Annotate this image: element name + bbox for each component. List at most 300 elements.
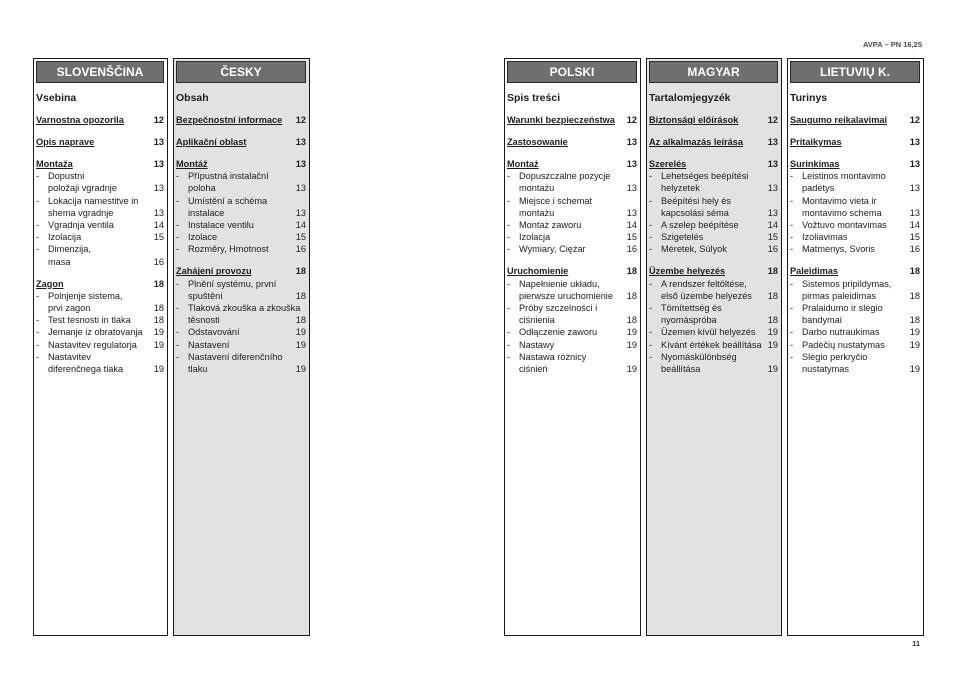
language-label: LIETUVIŲ K.	[819, 65, 890, 79]
toc-subentry	[176, 278, 306, 302]
toc-subentry	[790, 326, 920, 338]
toc-entry	[36, 158, 164, 170]
toc-subentry-line: Vgradnja ventila	[48, 220, 114, 231]
language-header	[649, 61, 778, 83]
toc-subentry-page: 13	[909, 207, 920, 218]
toc-subentry-line: Montaż zaworu	[519, 220, 582, 231]
toc-subentry	[507, 231, 637, 243]
bullet-dash: -	[790, 195, 794, 206]
toc-subentry	[36, 314, 164, 326]
toc-subentry	[507, 326, 637, 338]
toc-entry-page: 18	[626, 266, 637, 277]
toc-subentry-line: Izolace	[188, 232, 218, 243]
toc-entry-page: 13	[626, 137, 637, 147]
toc-subentry-text	[802, 231, 906, 243]
toc-subentry-text	[188, 326, 292, 338]
bullet-dash: -	[649, 303, 653, 314]
toc-subentry-page: 19	[767, 339, 778, 350]
toc-subentry	[507, 170, 637, 194]
toc-subentry-text	[802, 170, 906, 194]
toc-title: Obsah	[176, 92, 209, 104]
toc-subentry-line: Matmenys, Svoris	[802, 244, 876, 255]
toc-subentry-line: Test tesnosti in tlaka	[48, 315, 131, 326]
bullet-dash: -	[507, 220, 511, 231]
toc-subentry-page: 16	[767, 244, 778, 255]
bullet-dash: -	[507, 303, 511, 314]
toc-entry-page: 13	[295, 137, 306, 147]
toc-entry-title: Üzembe helyezés	[649, 266, 726, 277]
toc-subentry-line: Méretek, Súlyok	[661, 244, 727, 255]
toc-entry-page: 13	[153, 137, 164, 147]
toc-section	[649, 158, 778, 256]
toc-subentry-line: nyomáspróba	[661, 315, 717, 326]
toc-subentry-page: 13	[909, 183, 920, 194]
bullet-dash: -	[649, 339, 653, 350]
bullet-dash: -	[507, 232, 511, 243]
toc-column-magyar	[646, 58, 782, 636]
toc-entry-page: 13	[909, 137, 920, 147]
toc-subentry-line: pirmas paleidimas	[802, 290, 877, 301]
toc-entry	[649, 265, 778, 277]
toc-subentry	[790, 243, 920, 255]
toc-subentry-text	[661, 302, 764, 326]
toc-subentry-line: montażu	[519, 207, 555, 218]
toc-subentry-page: 19	[909, 364, 920, 375]
toc-subentry-page: 18	[295, 290, 306, 301]
toc-title: Tartalomjegyzék	[649, 92, 731, 104]
toc-section	[790, 265, 920, 375]
toc-subentry-line: Odstavování	[188, 327, 240, 338]
toc-subentry-line: masa	[48, 256, 71, 267]
toc-subentry-text	[48, 326, 150, 338]
toc-subentry-page: 13	[767, 207, 778, 218]
bullet-dash: -	[649, 244, 653, 255]
bullet-dash: -	[36, 351, 40, 362]
toc-subentry-page: 19	[153, 327, 164, 338]
toc-subentry-line: Polnjenje sistema,	[48, 290, 123, 301]
bullet-dash: -	[176, 327, 180, 338]
toc-section	[507, 265, 637, 375]
toc-subentry-line: Jemanje iz obratovanja	[48, 327, 143, 338]
toc-subentry-page: 14	[153, 220, 164, 231]
bullet-dash: -	[176, 303, 180, 314]
toc-subentry-line: Izolacija	[48, 232, 82, 243]
toc-subentry	[790, 195, 920, 219]
toc-entry-title: Pritaikymas	[790, 137, 842, 147]
toc-subentry-line: kapcsolási séma	[661, 207, 729, 218]
toc-section	[36, 114, 164, 126]
toc-subentry-page: 13	[153, 207, 164, 218]
toc-subentry-text	[519, 195, 623, 219]
toc-subentry-page: 19	[626, 327, 637, 338]
toc-section	[649, 265, 778, 375]
toc-subentry-page: 14	[295, 220, 306, 231]
toc-subentry-text	[519, 302, 623, 326]
language-header	[507, 61, 637, 83]
toc-subentry-text	[48, 339, 150, 351]
toc-section	[790, 114, 920, 126]
toc-subentry-text	[188, 278, 292, 302]
toc-section	[649, 136, 778, 148]
toc-subentry-text	[188, 243, 292, 255]
page-number: 11	[912, 639, 920, 648]
bullet-dash: -	[176, 244, 180, 255]
toc-entry	[176, 136, 306, 148]
toc-subentry-page: 16	[153, 256, 164, 267]
toc-subentry-page: 18	[767, 290, 778, 301]
bullet-dash: -	[176, 195, 180, 206]
document-code: AVPA – PN 16,25	[862, 40, 922, 49]
toc-section	[36, 158, 164, 268]
toc-entry-title: Opis naprave	[36, 137, 95, 147]
toc-subentry	[36, 290, 164, 314]
bullet-dash: -	[36, 327, 40, 338]
toc-subentry-text	[661, 243, 764, 255]
toc-subentry-line: Plnění systému, první	[188, 278, 277, 289]
toc-subentry-text	[48, 290, 150, 314]
toc-subentry-line: nustatymas	[802, 364, 849, 375]
toc-subentry-page: 18	[909, 290, 920, 301]
toc-subentry	[36, 351, 164, 375]
toc-subentry-line: A rendszer feltöltése,	[661, 278, 747, 289]
toc-subentry	[790, 231, 920, 243]
bullet-dash: -	[36, 171, 40, 182]
toc-subentry-page: 14	[626, 220, 637, 231]
toc-subentry-page: 15	[295, 232, 306, 243]
toc-entry	[36, 136, 164, 148]
toc-entry-title: Uruchomienie	[507, 266, 569, 277]
toc-subentry-line: Izoliavimas	[802, 232, 848, 243]
toc-subentry-page: 19	[909, 339, 920, 350]
toc-subentry-text	[188, 170, 292, 194]
toc-subentry-text	[519, 231, 623, 243]
toc-section	[176, 265, 306, 375]
bullet-dash: -	[507, 278, 511, 289]
toc-entry-title: Aplikační oblast	[176, 137, 247, 147]
toc-subentry	[649, 326, 778, 338]
toc-subentry	[507, 243, 637, 255]
bullet-dash: -	[176, 232, 180, 243]
bullet-dash: -	[36, 290, 40, 301]
bullet-dash: -	[649, 351, 653, 362]
toc-subentry-page: 15	[767, 232, 778, 243]
toc-subentry-line: poloha	[188, 183, 216, 194]
toc-subentry	[649, 278, 778, 302]
toc-subentry	[507, 278, 637, 302]
toc-subentry-page: 18	[153, 315, 164, 326]
toc-section	[649, 114, 778, 126]
toc-subentry-text	[48, 314, 150, 326]
toc-subentry-line: első üzembe helyezés	[661, 290, 752, 301]
toc-entry	[507, 136, 637, 148]
toc-subentry-line: položaji vgradnje	[48, 183, 117, 194]
toc-subentry-text	[661, 326, 764, 338]
toc-subentry	[176, 243, 306, 255]
toc-entry-title: Az alkalmazás leírása	[649, 137, 743, 147]
toc-entry-page: 13	[767, 159, 778, 169]
toc-subentry-page: 16	[626, 244, 637, 255]
toc-entry	[507, 158, 637, 170]
toc-entry-title: Saugumo reikalavimai	[790, 115, 888, 125]
bullet-dash: -	[507, 171, 511, 182]
toc-entry-title: Szerelés	[649, 159, 687, 169]
toc-subentry-page: 19	[153, 364, 164, 375]
toc-subentry	[649, 243, 778, 255]
toc-entry	[649, 136, 778, 148]
toc-subentry-line: Vožtuvo montavimas	[802, 220, 887, 231]
toc-subentry	[790, 339, 920, 351]
toc-subentry-text	[802, 278, 906, 302]
toc-subentry-page: 19	[767, 364, 778, 375]
toc-subentry-line: Slėgio perkryčio	[802, 351, 868, 362]
toc-subentry-page: 18	[626, 315, 637, 326]
toc-entry-page: 12	[767, 115, 778, 125]
toc-entry-title: Montáž	[176, 159, 208, 169]
toc-subentry-line: Izolacja	[519, 232, 551, 243]
toc-subentry-page: 19	[295, 327, 306, 338]
bullet-dash: -	[176, 351, 180, 362]
bullet-dash: -	[176, 171, 180, 182]
toc-subentry	[507, 339, 637, 351]
bullet-dash: -	[36, 232, 40, 243]
toc-subentry	[507, 351, 637, 375]
bullet-dash: -	[649, 232, 653, 243]
toc-entry-page: 18	[153, 278, 164, 289]
toc-subentry-line: helyzetek	[661, 183, 700, 194]
toc-entry	[790, 136, 920, 148]
toc-subentry-page: 14	[767, 220, 778, 231]
toc-entry-title: Paleidimas	[790, 266, 839, 277]
toc-subentry-line: instalace	[188, 207, 225, 218]
toc-subentry-text	[802, 302, 906, 326]
bullet-dash: -	[649, 278, 653, 289]
bullet-dash: -	[649, 327, 653, 338]
bullet-dash: -	[790, 220, 794, 231]
toc-subentry	[790, 351, 920, 375]
toc-subentry-text	[802, 339, 906, 351]
toc-subentry-line: Sistemos pripildymas,	[802, 278, 892, 289]
toc-section	[790, 158, 920, 256]
toc-entry-page: 12	[295, 115, 306, 125]
bullet-dash: -	[790, 339, 794, 350]
toc-subentry	[790, 170, 920, 194]
toc-subentry-page: 18	[767, 315, 778, 326]
toc-subentry	[176, 195, 306, 219]
toc-section	[36, 278, 164, 376]
toc-entry-title: Zastosowanie	[507, 137, 568, 147]
toc-subentry-page: 13	[295, 183, 306, 194]
toc-entry	[176, 265, 306, 277]
toc-subentry-line: Leistinos montavimo	[802, 171, 886, 182]
toc-section	[176, 136, 306, 148]
toc-section	[176, 158, 306, 256]
toc-subentry-page: 19	[626, 339, 637, 350]
toc-entry	[176, 158, 306, 170]
toc-subentry-text	[188, 351, 292, 375]
toc-subentry	[36, 195, 164, 219]
toc-entry-title: Surinkimas	[790, 159, 840, 169]
toc-subentry-text	[519, 219, 623, 231]
toc-subentry	[176, 339, 306, 351]
toc-section	[36, 136, 164, 148]
bullet-dash: -	[176, 339, 180, 350]
toc-subentry-text	[661, 351, 764, 375]
toc-subentry-text	[48, 195, 150, 219]
toc-section	[507, 114, 637, 126]
toc-subentry-text	[188, 219, 292, 231]
toc-subentry-line: shema vgradnje	[48, 207, 114, 218]
toc-subentry-line: pierwsze uruchomienie	[519, 290, 613, 301]
toc-column-slovenscina	[33, 58, 168, 636]
toc-subentry-page: 19	[295, 339, 306, 350]
toc-subentry-line: Instalace ventilu	[188, 220, 254, 231]
toc-entry-title: Bezpečnostní informace	[176, 115, 283, 125]
language-label: MAGYAR	[687, 65, 740, 79]
toc-section	[176, 114, 306, 126]
toc-subentry-line: Odłączenie zaworu	[519, 327, 598, 338]
toc-subentry-page: 13	[767, 183, 778, 194]
toc-entry	[790, 158, 920, 170]
toc-subentry-page: 13	[295, 207, 306, 218]
toc-subentry-page: 13	[626, 183, 637, 194]
toc-subentry-text	[661, 195, 764, 219]
toc-subentry-line: Umístění a schéma	[188, 195, 268, 206]
toc-subentry	[790, 219, 920, 231]
toc-subentry-page: 18	[909, 315, 920, 326]
toc-subentry-line: Üzemen kívül helyezés	[661, 327, 756, 338]
toc-subentry-line: Nastavení	[188, 339, 230, 350]
toc-subentry-line: montażu	[519, 183, 555, 194]
toc-subentry-line: Próby szczelności i	[519, 303, 598, 314]
toc-subentry	[507, 195, 637, 219]
bullet-dash: -	[176, 278, 180, 289]
toc-subentry	[649, 351, 778, 375]
toc-subentry-text	[661, 339, 764, 351]
toc-subentry	[507, 302, 637, 326]
bullet-dash: -	[507, 351, 511, 362]
toc-entry-title: Montaža	[36, 159, 73, 169]
toc-subentry-line: Beépítési hely és	[661, 195, 731, 206]
toc-subentry-text	[188, 339, 292, 351]
toc-subentry-line: Darbo nutraukimas	[802, 327, 880, 338]
toc-subentry-line: beállítása	[661, 364, 701, 375]
toc-subentry-text	[188, 195, 292, 219]
toc-entry-page: 13	[909, 159, 920, 169]
toc-entry	[790, 265, 920, 277]
toc-subentry-line: A szelep beépítése	[661, 220, 739, 231]
toc-entry-title: Zagon	[36, 278, 64, 289]
toc-subentry-text	[802, 243, 906, 255]
toc-subentry	[36, 339, 164, 351]
bullet-dash: -	[36, 339, 40, 350]
toc-subentry-line: Nastavitev	[48, 351, 91, 362]
toc-entry-page: 13	[767, 137, 778, 147]
toc-entry-page: 18	[909, 266, 920, 277]
toc-subentry-text	[519, 351, 623, 375]
toc-subentry-line: Wymiary, Ciężar	[519, 244, 586, 255]
bullet-dash: -	[507, 327, 511, 338]
language-header	[790, 61, 920, 83]
toc-entry-title: Warunki bezpieczeństwa	[507, 115, 615, 125]
toc-subentry-text	[519, 243, 623, 255]
toc-column-polski	[504, 58, 641, 636]
toc-subentry-page: 13	[626, 207, 637, 218]
language-header	[36, 61, 164, 83]
toc-subentry-line: Pralaidumo ir slėgio	[802, 303, 883, 314]
toc-subentry-page: 19	[153, 339, 164, 350]
toc-subentry-text	[519, 170, 623, 194]
toc-subentry-text	[802, 351, 906, 375]
toc-section	[790, 136, 920, 148]
toc-subentry-line: Miejsce i schemat	[519, 195, 593, 206]
toc-subentry-text	[519, 278, 623, 302]
toc-subentry-text	[802, 326, 906, 338]
toc-entry-page: 13	[295, 159, 306, 169]
toc-subentry	[649, 219, 778, 231]
toc-subentry-line: montavimo schema	[802, 207, 882, 218]
toc-subentry-page: 19	[626, 364, 637, 375]
toc-subentry	[507, 219, 637, 231]
toc-subentry-text	[48, 231, 150, 243]
toc-subentry-line: bandymai	[802, 315, 842, 326]
bullet-dash: -	[36, 315, 40, 326]
toc-subentry	[176, 231, 306, 243]
bullet-dash: -	[507, 195, 511, 206]
bullet-dash: -	[36, 244, 40, 255]
toc-entry-title: Zahájení provozu	[176, 266, 252, 277]
toc-subentry	[176, 170, 306, 194]
toc-subentry-line: Dimenzija,	[48, 244, 91, 255]
toc-subentry	[36, 231, 164, 243]
toc-entry	[790, 114, 920, 126]
bullet-dash: -	[790, 327, 794, 338]
toc-subentry-line: Rozměry, Hmotnost	[188, 244, 269, 255]
toc-subentry-line: ciśnienia	[519, 315, 555, 326]
toc-entry-title: Montaż	[507, 159, 539, 169]
toc-subentry	[176, 219, 306, 231]
toc-column-lietuviu-k	[787, 58, 924, 636]
toc-subentry-page: 16	[295, 244, 306, 255]
toc-subentry-text	[802, 219, 906, 231]
toc-title: Turinys	[790, 92, 828, 104]
toc-subentry-line: diferenčnega tlaka	[48, 364, 124, 375]
toc-subentry	[36, 326, 164, 338]
toc-subentry-page: 15	[626, 232, 637, 243]
bullet-dash: -	[790, 232, 794, 243]
toc-subentry-line: Dopustni	[48, 171, 85, 182]
toc-column-cesky	[173, 58, 310, 636]
toc-subentry-text	[661, 170, 764, 194]
toc-subentry-text	[661, 219, 764, 231]
toc-entry-page: 13	[153, 159, 164, 169]
bullet-dash: -	[36, 195, 40, 206]
toc-subentry-page: 15	[153, 232, 164, 243]
toc-subentry-page: 19	[767, 327, 778, 338]
toc-subentry-line: Montavimo vieta ir	[802, 195, 877, 206]
toc-subentry	[649, 170, 778, 194]
toc-subentry-line: Nastawa różnicy	[519, 351, 587, 362]
toc-entry	[36, 278, 164, 290]
toc-entry	[507, 265, 637, 277]
toc-subentry-page: 15	[909, 232, 920, 243]
toc-subentry-line: Nastavitev regulatorja	[48, 339, 137, 350]
toc-subentry-text	[48, 219, 150, 231]
toc-subentry	[36, 243, 164, 267]
bullet-dash: -	[649, 220, 653, 231]
toc-subentry-line: Dopuszczalne pozycje	[519, 171, 611, 182]
bullet-dash: -	[790, 303, 794, 314]
toc-entry-page: 12	[626, 115, 637, 125]
